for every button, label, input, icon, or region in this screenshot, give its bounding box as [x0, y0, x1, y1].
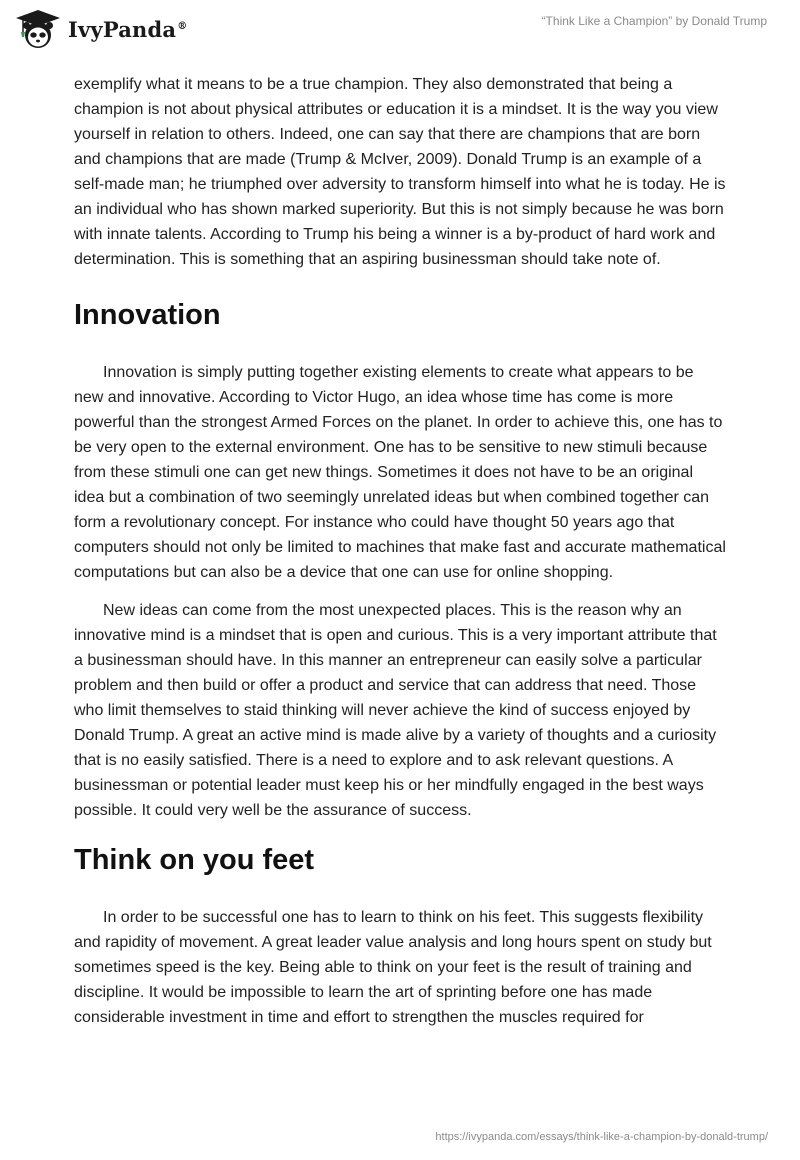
think-on-feet-paragraph-1: In order to be successful one has to learn to think on his feet. This suggests flexibility and rapidity of movement. A great leader value analysis and long hours spent on study but sometimes speed is the key. Being able to think on your feet is the result of training and discipline. It would be impossible to learn the art of sprinting before one has made considerable investment in time and effort to strengthen the muscles required for	[74, 909, 712, 1026]
panda-graduate-icon	[14, 8, 62, 50]
intro-paragraph: exemplify what it means to be a true champion. They also demonstrated that being a champion is not about physical attributes or education it is a mindset. It is the way you view yourself in relation to others. Indeed, one can say that there are champions that are born and champions that are made (Trump & McIver, 2009). Donald Trump is an example of a self-made man; he triumphed over adversity to transform himself into what he is today. He is an individual who has shown marked superiority. But this is not simply because he was born with innate talents. According to Trump his being a winner is a by-product of hard work and determination. This is something that an aspiring businessman should take note of.	[74, 76, 726, 268]
running-title: “Think Like a Champion” by Donald Trump	[541, 14, 767, 28]
essay-body	[74, 72, 726, 1030]
innovation-paragraph-1: Innovation is simply putting together existing elements to create what appears to be new and innovative. According to Victor Hugo, an idea whose time has come is more powerful than the strongest Armed Forces on the planet. In order to achieve this, one has to be very open to the external environment. One has to be sensitive to new stimuli because from these stimuli one can get new things. Sometimes it does not have to be an original idea but a combination of two seemingly unrelated ideas but when combined together can form a revolutionary concept. For instance who could have thought 50 years ago that computers should not only be limited to machines that make fast and accurate mathematical computations but can also be a device that one can use for online shopping.	[74, 364, 726, 581]
brand-name: IvyPanda®	[68, 16, 188, 42]
brand-logo[interactable]	[14, 8, 187, 50]
section-heading-think-on-feet: Think on you feet	[74, 844, 315, 876]
section-heading-innovation: Innovation	[74, 299, 221, 331]
source-url[interactable]: https://ivypanda.com/essays/think-like-a-champion-by-donald-trump/	[435, 1131, 768, 1143]
innovation-paragraph-2: New ideas can come from the most unexpected places. This is the reason why an innovative mind is a mindset that is open and curious. This is a very important attribute that a businessman should have. In this manner an entrepreneur can easily solve a particular problem and then build or offer a product and service that can address that need. Those who limit themselves to staid thinking will never achieve the kind of success enjoyed by Donald Trump. A great an active mind is made alive by a variety of thoughts and a curiosity that is no easily satisfied. There is a need to explore and to ask relevant questions. A businessman or potential leader must keep his or her mindfully engaged in the best ways possible. It could very well be the assurance of success.	[74, 602, 717, 819]
page-header	[0, 0, 800, 60]
